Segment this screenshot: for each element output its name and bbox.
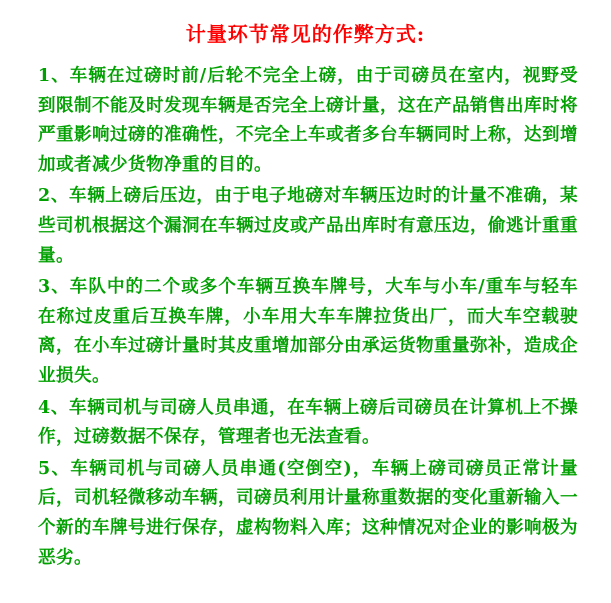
cheating-methods-list [38, 62, 578, 575]
list-item: 3、车队中的二个或多个车辆互换车牌号，大车与小车/重车与轻车在称过皮重后互换车牌，小车用大车车牌拉货出厂，而大车空载驶离，在小车过磅计量时其皮重增加部分由承运货物重量弥补，造成企业损失。 [38, 277, 578, 386]
list-item: 1、车辆在过磅时前/后轮不完全上磅，由于司磅员在室内，视野受到限制不能及时发现车辆是否完全上磅计量，这在产品销售出库时将严重影响过磅的准确性，不完全上车或者多台车辆同时上称，达到增加或者减少货物净重的目的。 [38, 66, 578, 175]
document-title: 计量环节常见的作弊方式: [185, 22, 426, 46]
list-item: 2、车辆上磅后压边，由于电子地磅对车辆压边时的计量不准确，某些司机根据这个漏洞在车辆过皮或产品出库时有意压边，偷逃计重重量。 [38, 186, 578, 266]
list-item: 5、车辆司机与司磅人员串通(空倒空)，车辆上磅司磅员正常计量后，司机轻微移动车辆，司磅员利用计量称重数据的变化重新输入一个新的车牌号进行保存，虚构物料入库；这种情况对企业的影响极为恶劣。 [38, 458, 578, 568]
list-item: 4、车辆司机与司磅人员串通，在车辆上磅后司磅员在计算机上不操作，过磅数据不保存，管理者也无法查看。 [38, 397, 578, 448]
